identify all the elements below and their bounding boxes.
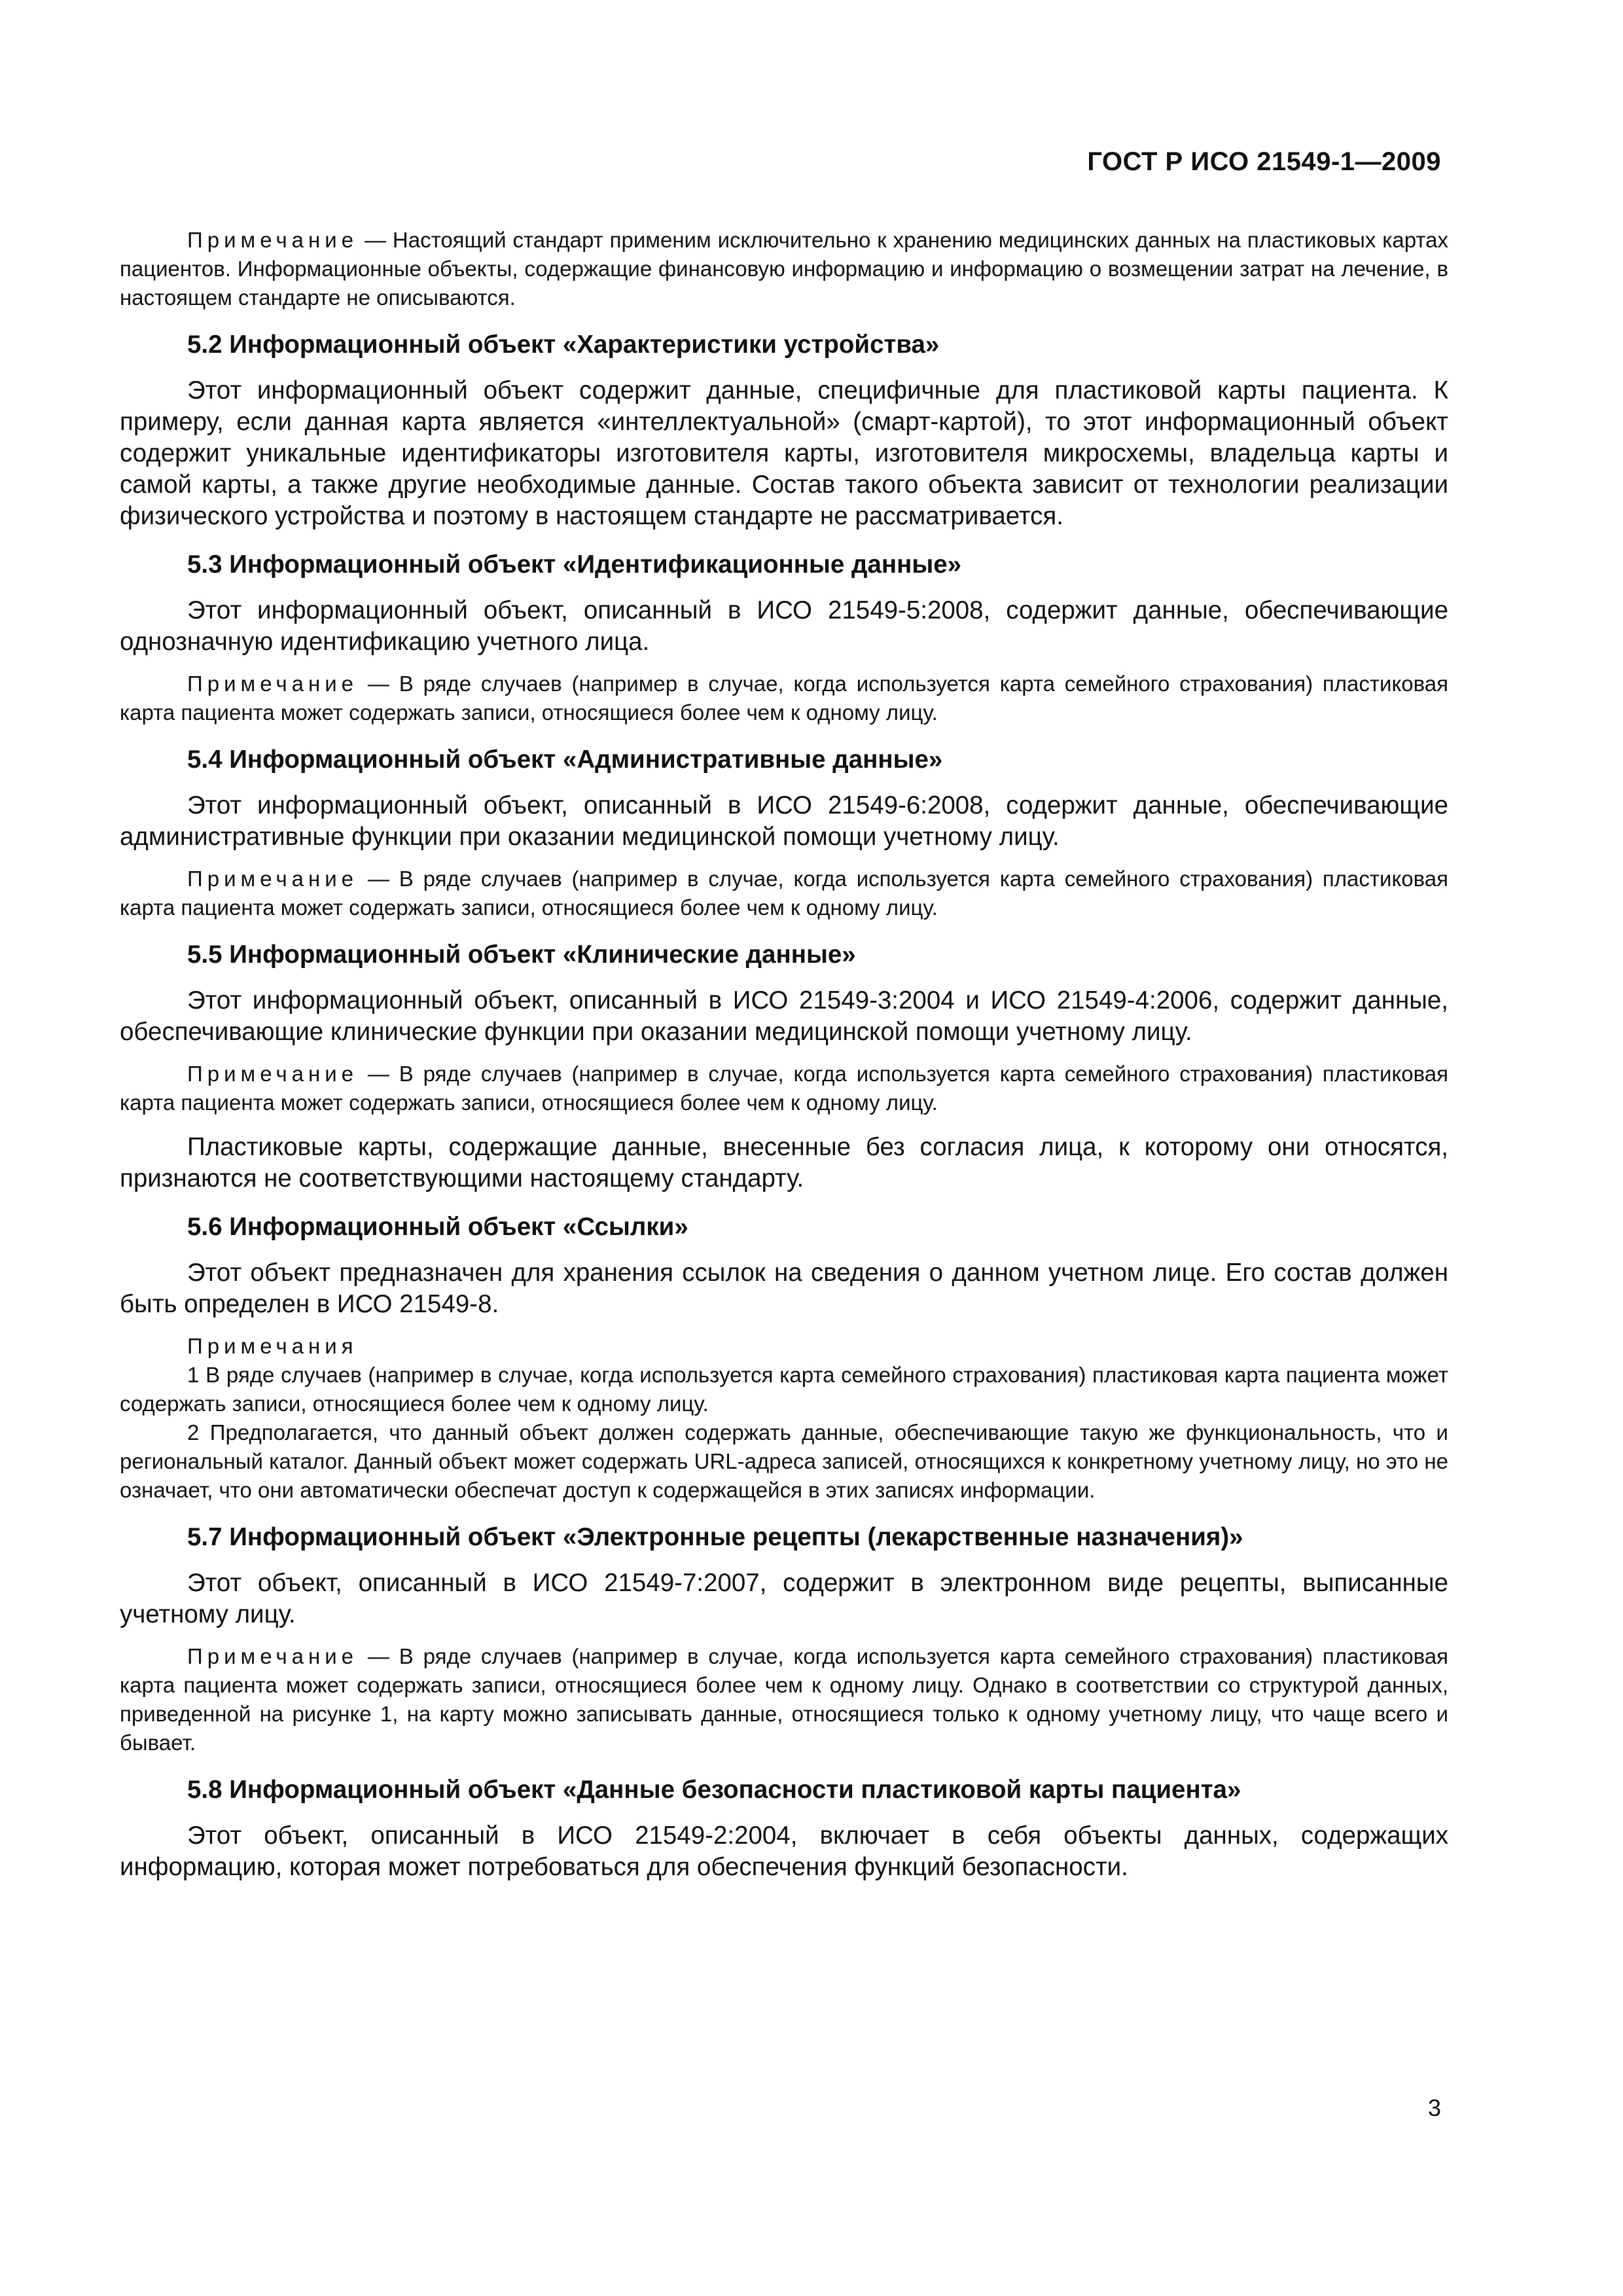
note-text: — В ряде случаев (например в случае, когда используется карта семейного страхования) пластиковая карта пациента может содержать записи, относящиеся более чем к одному лицу. Однако в соответствии со структурой данных, приведенной на рисунке 1, на карту можно записывать данные, относящиеся только к одному учетному лицу, что чаще всего и бывает.	[120, 1644, 1448, 1755]
note-text: — В ряде случаев (например в случае, когда используется карта семейного страхования) пластиковая карта пациента может содержать записи, относящиеся более чем к одному лицу.	[120, 672, 1448, 725]
section-5-5-heading: 5.5 Информационный объект «Клинические данные»	[187, 941, 856, 969]
section-5-5-paragraph: Этот информационный объект, описанный в ИСО 21549-3:2004 и ИСО 21549-4:2006, содержит данные, обеспечивающие клинические функции при оказании медицинской помощи учетному лицу.	[120, 986, 1448, 1046]
note-text: — Настоящий стандарт применим исключительно к хранению медицинских данных на пластиковых картах пациентов. Информационные объекты, содержащие финансовую информацию и информацию о возмещении затрат на лечение, в настоящем стандарте не описываются.	[120, 228, 1448, 310]
section-5-3-heading: 5.3 Информационный объект «Идентификационные данные»	[187, 550, 962, 579]
section-5-7-note	[120, 1642, 1448, 1757]
note-text: — В ряде случаев (например в случае, когда используется карта семейного страхования) пластиковая карта пациента может содержать записи, относящиеся более чем к одному лицу.	[120, 867, 1448, 920]
note-label: Примечание	[187, 228, 359, 252]
note-label: Примечание	[187, 1062, 359, 1086]
section-5-7-heading: 5.7 Информационный объект «Электронные рецепты (лекарственные назначения)»	[187, 1523, 1243, 1551]
notes-label: Примечания	[187, 1334, 358, 1358]
section-5-6-note-2: 2 Предполагается, что данный объект должен содержать данные, обеспечивающие такую же функциональность, что и региональный каталог. Данный объект может содержать URL-адреса записей, относящихся к конкретному учетному лицу, но это не означает, что они автоматически обеспечат доступ к содержащейся в этих записях информации.	[120, 1420, 1448, 1502]
section-5-7-paragraph: Этот объект, описанный в ИСО 21549-7:2007, содержит в электронном виде рецепты, выписанные учетному лицу.	[120, 1569, 1448, 1628]
section-5-2-paragraph: Этот информационный объект содержит данные, специфичные для пластиковой карты пациента. К примеру, если данная карта является «интеллектуальной» (смарт-картой), то этот информационный объект содержит уникальные идентификаторы изготовителя карты, изготовителя микросхемы, владельца карты и самой карты, а также другие необходимые данные. Состав такого объекта зависит от технологии реализации физического устройства и поэтому в настоящем стандарте не рассматривается.	[120, 376, 1448, 530]
section-5-4-heading: 5.4 Информационный объект «Административные данные»	[187, 745, 943, 774]
section-5-5-paragraph-2: Пластиковые карты, содержащие данные, внесенные без согласия лица, к которому они относятся, признаются не соответствующими настоящему стандарту.	[120, 1133, 1448, 1193]
section-5-3-paragraph: Этот информационный объект, описанный в ИСО 21549-5:2008, содержит данные, обеспечивающие однозначную идентификацию учетного лица.	[120, 596, 1448, 656]
section-5-6-notes-label	[120, 1332, 1448, 1361]
section-5-2-heading: 5.2 Информационный объект «Характеристики устройства»	[187, 331, 940, 359]
page-content	[120, 226, 1448, 1895]
section-5-6-paragraph: Этот объект предназначен для хранения ссылок на сведения о данном учетном лице. Его состав должен быть определен в ИСО 21549-8.	[120, 1259, 1448, 1318]
section-5-8-paragraph: Этот объект, описанный в ИСО 21549-2:2004, включает в себя объекты данных, содержащих информацию, которая может потребоваться для обеспечения функций безопасности.	[120, 1821, 1448, 1881]
page-number: 3	[1427, 2094, 1441, 2121]
note-label: Примечание	[187, 1644, 359, 1668]
section-5-8-heading: 5.8 Информационный объект «Данные безопасности пластиковой карты пациента»	[187, 1776, 1241, 1804]
note-label: Примечание	[187, 672, 359, 696]
document-code-header: ГОСТ Р ИСО 21549-1—2009	[1087, 147, 1441, 176]
section-5-4-paragraph: Этот информационный объект, описанный в ИСО 21549-6:2008, содержит данные, обеспечивающие административные функции при оказании медицинской помощи учетному лицу.	[120, 791, 1448, 851]
section-5-6-heading: 5.6 Информационный объект «Ссылки»	[187, 1213, 688, 1241]
section-5-4-note	[120, 865, 1448, 922]
section-5-6-note-1: 1 В ряде случаев (например в случае, когда используется карта семейного страхования) пластиковая карта пациента может содержать записи, относящиеся более чем к одному лицу.	[120, 1363, 1448, 1416]
section-5-5-note	[120, 1060, 1448, 1117]
intro-note	[120, 226, 1448, 312]
note-label: Примечание	[187, 867, 359, 891]
note-text: — В ряде случаев (например в случае, когда используется карта семейного страхования) пластиковая карта пациента может содержать записи, относящиеся более чем к одному лицу.	[120, 1062, 1448, 1115]
section-5-3-note	[120, 670, 1448, 727]
